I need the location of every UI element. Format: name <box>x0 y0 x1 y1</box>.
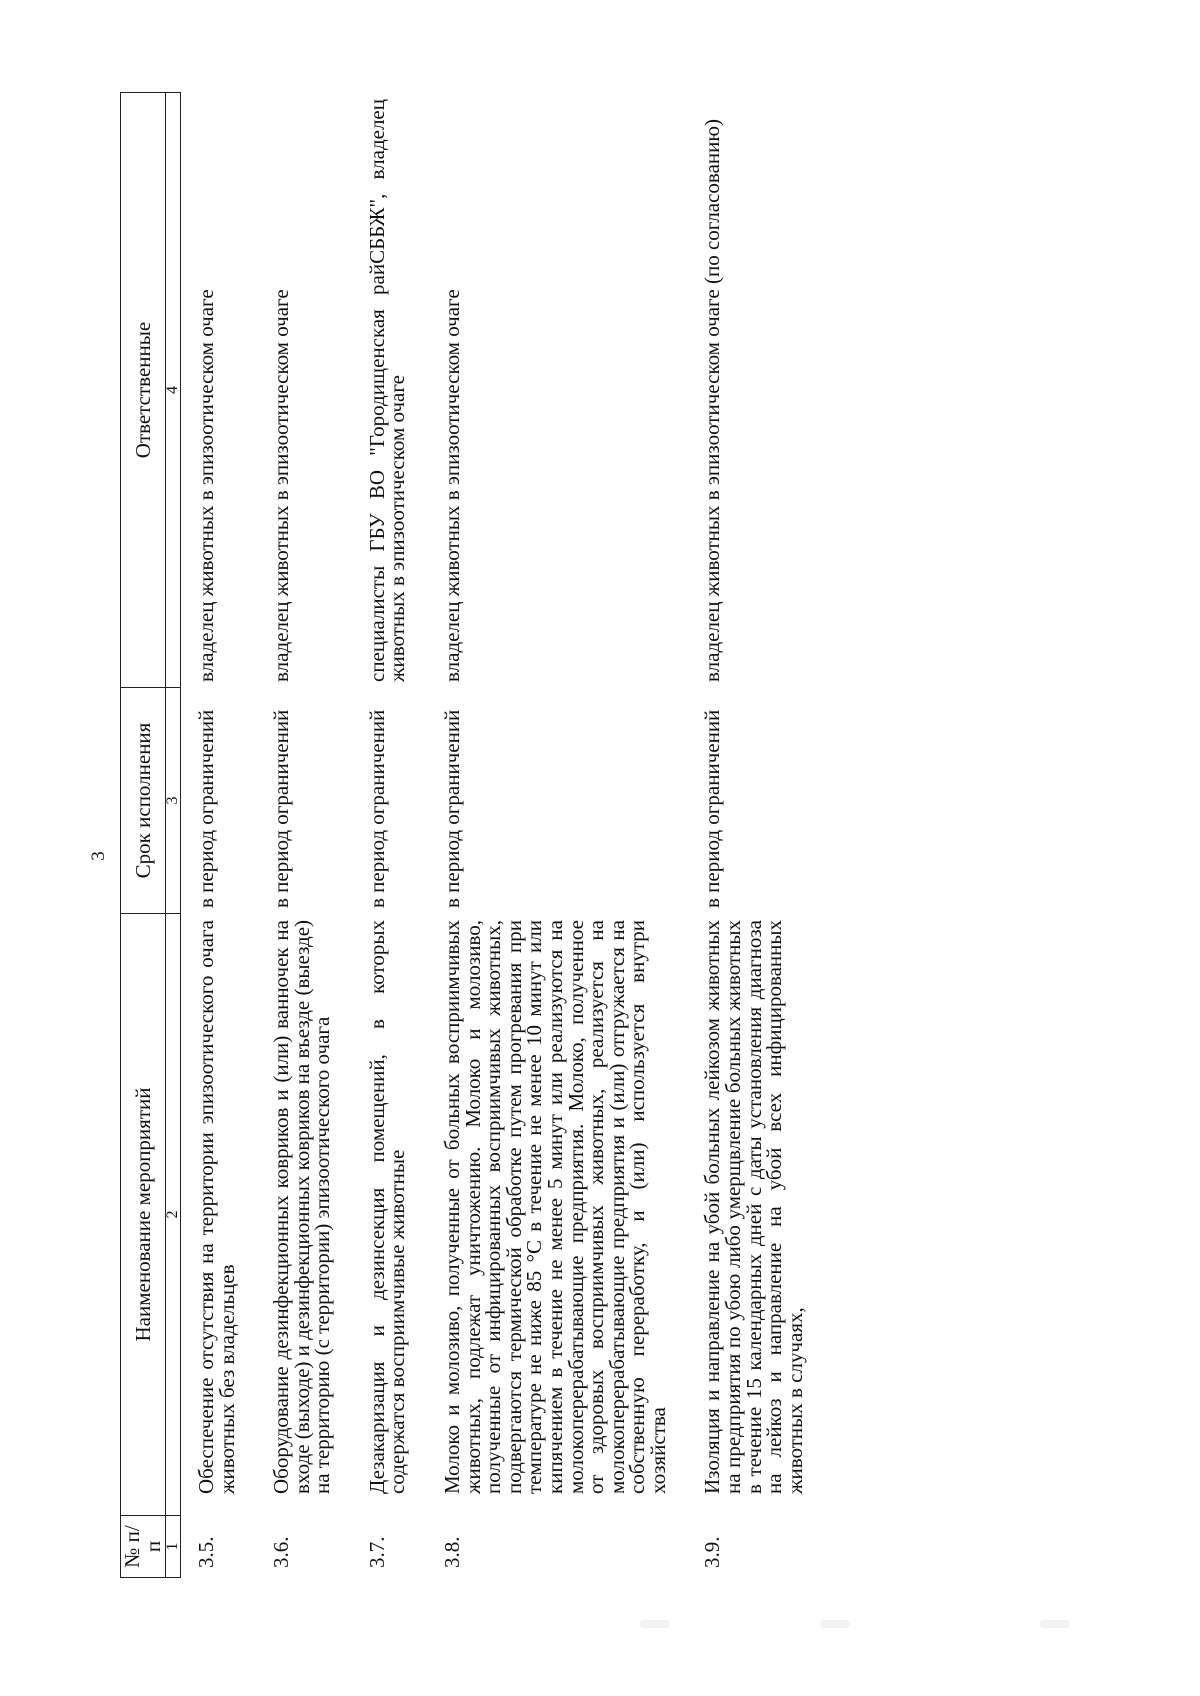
row-number: 3.8. <box>440 1536 465 1568</box>
row-number: 3.5. <box>194 1536 218 1568</box>
table-row <box>367 93 442 1578</box>
measure-name: Изоляция и направление на убой больных лейкозом животных на предприятия по убою либо умерщвление больных животных в течение 15 календарных дней с даты установления диагноза на лейкоз и направление на убой всех инфицированных животных в случаях, <box>700 920 807 1494</box>
measure-responsible: владелец животных в эпизоотическом очаге <box>440 289 465 682</box>
measure-name: Оборудование дезинфекционных ковриков и (или) ванночек на входе (выходе) и дезинфекционных ковриков на въезде (выезде) на территорию (с территории) эпизоотического очага <box>269 919 335 1494</box>
measure-deadline: в период ограничений <box>194 709 218 908</box>
header-col-num: 4 <box>166 93 181 688</box>
header-col-num: 1 <box>166 1516 181 1578</box>
table-row <box>196 93 271 1578</box>
header-responsible: Ответственные <box>121 93 166 688</box>
scan-artifact <box>1040 1620 1070 1628</box>
measure-name: Обеспечение отсутствия на территории эпизоотического очага животных без владельцев <box>194 920 239 1494</box>
measure-responsible: владелец животных в эпизоотическом очаге <box>269 289 294 682</box>
header-col-num: 3 <box>166 688 181 914</box>
row-number: 3.7. <box>364 1536 389 1568</box>
header-num: № п/п <box>121 1516 166 1578</box>
measure-responsible: владелец животных в эпизоотическом очаге (по согласованию) <box>700 118 725 682</box>
measure-deadline: в период ограничений <box>364 709 389 908</box>
header-col-num: 2 <box>166 914 181 1516</box>
header-name: Наименование мероприятий <box>121 914 166 1516</box>
page-number: 3 <box>88 851 109 861</box>
measure-deadline: в период ограничений <box>269 709 294 908</box>
measure-deadline: в период ограничений <box>440 709 465 908</box>
measure-name: Дезакаризация и дезинсекция помещений, в которых содержатся восприимчивые животные <box>364 920 410 1494</box>
row-number: 3.9. <box>700 1536 725 1568</box>
table-row <box>442 93 702 1578</box>
header-deadline: Срок исполнения <box>121 688 166 914</box>
measure-name: Молоко и молозиво, полученные от больных восприимчивых животных, подлежат уничтожению. Молоко и молозиво, полученные от инфицированных восприимчивых животных, подвергаются термической обработке путем прогревания при температуре не ниже 85 °С в течение не менее 10 минут или кипячением в течение не менее 5 минут или реализуются на молокоперерабатывающие предприятия. Молоко, полученное от здоровых восприимчивых животных, реализуется на молокоперерабатывающие предприятия и (или) отгружается на собственную переработку, и (или) используется внутри хозяйства <box>440 920 670 1494</box>
scan-artifact <box>640 1620 670 1628</box>
measure-responsible: специалисты ГБУ ВО "Городищенская райСББЖ", владелец животных в эпизоотическом очаге <box>364 99 410 682</box>
table-row <box>271 93 367 1578</box>
header-numbers-row <box>166 93 181 1578</box>
measure-deadline: в период ограничений <box>700 709 725 908</box>
table-header <box>120 92 181 1578</box>
measure-responsible: владелец животных в эпизоотическом очаге <box>194 289 218 682</box>
table-row <box>702 93 839 1578</box>
header-titles-row <box>121 93 166 1578</box>
scan-artifact <box>820 1620 850 1628</box>
measures-table <box>196 93 839 1578</box>
row-number: 3.6. <box>269 1536 294 1568</box>
